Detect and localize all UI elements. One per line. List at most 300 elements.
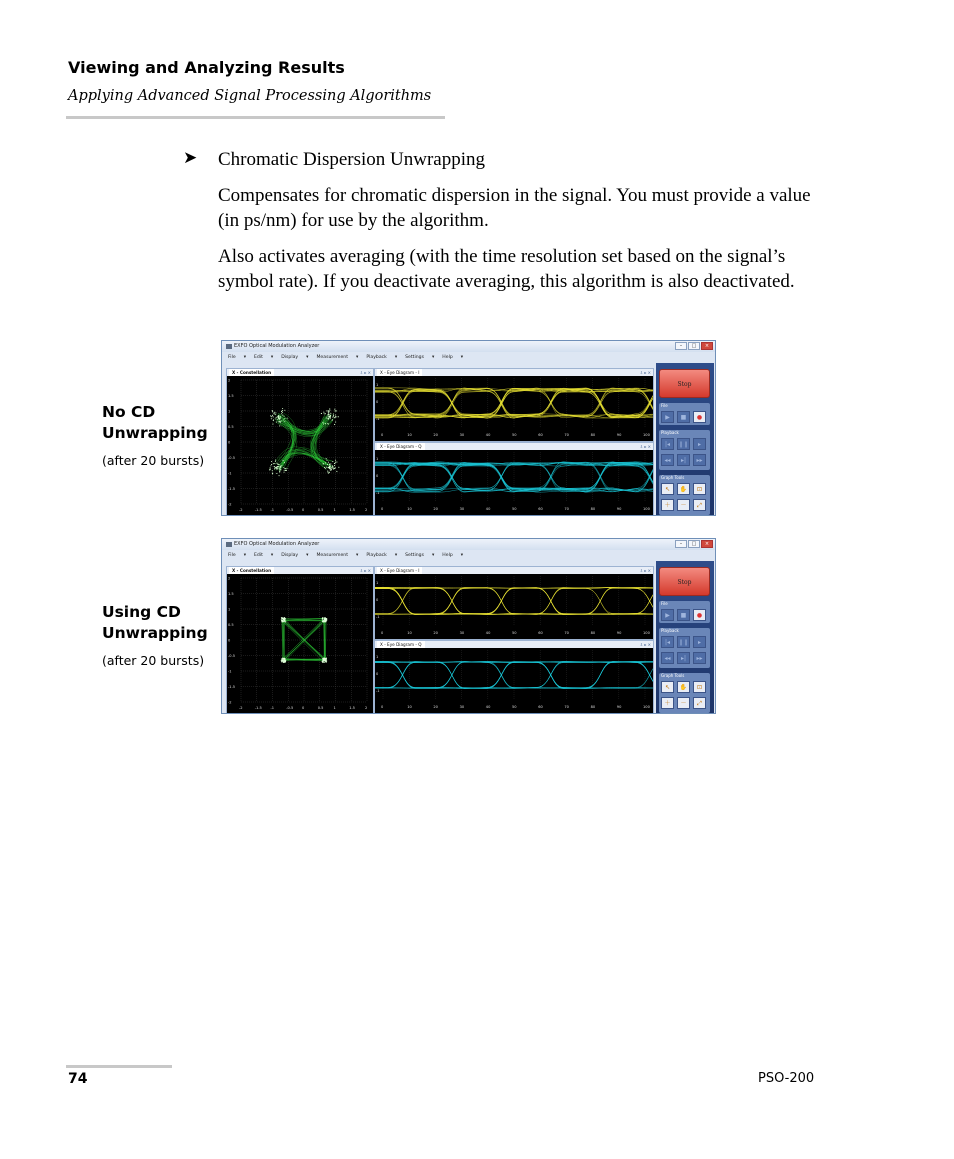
symbol-point xyxy=(326,417,327,418)
symbol-point xyxy=(328,413,329,414)
symbol-point xyxy=(330,468,331,469)
symbol-point xyxy=(272,410,273,411)
symbol-point xyxy=(325,618,326,619)
x-tick-label: 80 xyxy=(590,507,596,511)
eye-diagram-q-plot xyxy=(375,648,653,714)
tab-constellation[interactable]: X - Constellation xyxy=(229,369,274,376)
group-file xyxy=(659,601,710,623)
symbol-point xyxy=(278,466,279,467)
pause-icon[interactable]: ❙❙ xyxy=(677,636,690,648)
eye-trace xyxy=(375,389,653,418)
symbol-point xyxy=(281,411,282,412)
symbol-point xyxy=(328,473,329,474)
screenshot-no-cd-unwrapping xyxy=(221,340,716,516)
symbol-point xyxy=(274,468,275,469)
chevron-down-icon: ▾ xyxy=(431,355,435,360)
figure1-caption-line1: No CD xyxy=(102,403,156,421)
symbol-point xyxy=(270,469,271,470)
zoom-out-icon[interactable]: － xyxy=(677,697,690,709)
constellation-plot xyxy=(227,574,373,713)
figure2-caption-line1: Using CD xyxy=(102,603,181,621)
chevron-down-icon: ▾ xyxy=(394,553,398,558)
symbol-point xyxy=(328,416,329,417)
symbol-point xyxy=(283,621,284,622)
y-tick-label: 0 xyxy=(228,440,231,445)
fit-icon[interactable]: ⤢ xyxy=(693,499,706,511)
x-tick-label: 90 xyxy=(616,433,622,437)
stop-button[interactable]: Stop xyxy=(659,369,710,398)
page-number: 74 xyxy=(68,1071,88,1087)
symbol-point xyxy=(329,410,330,411)
symbol-point xyxy=(332,417,333,418)
symbol-point xyxy=(276,473,277,474)
symbol-point xyxy=(322,658,323,659)
tab-eye-i[interactable]: X - Eye Diagram - I xyxy=(377,567,422,574)
x-tick-label: -1.5 xyxy=(254,508,262,512)
symbol-point xyxy=(329,472,330,473)
symbol-point xyxy=(335,462,336,463)
symbol-point xyxy=(276,467,277,468)
eye-i-panel xyxy=(374,368,654,442)
close-icon[interactable]: × xyxy=(701,342,713,350)
symbol-point xyxy=(274,412,275,413)
symbol-point xyxy=(280,422,281,423)
symbol-point xyxy=(329,417,330,418)
x-tick-label: 100 xyxy=(643,433,650,437)
x-tick-label: 0 xyxy=(381,507,384,511)
x-tick-label: 20 xyxy=(433,507,438,511)
symbol-point xyxy=(328,467,329,468)
symbol-point xyxy=(279,471,280,472)
symbol-point xyxy=(324,413,325,414)
symbol-point xyxy=(335,421,336,422)
chevron-down-icon: ▾ xyxy=(270,355,274,360)
symbol-point xyxy=(338,416,339,417)
panel-controls-icon[interactable]: ⇩ ▸ × xyxy=(639,642,651,647)
open-icon[interactable]: ▶ xyxy=(661,411,674,423)
symbol-point xyxy=(323,660,324,661)
open-icon[interactable]: ▶ xyxy=(661,609,674,621)
symbol-point xyxy=(283,662,284,663)
header-rule xyxy=(66,116,445,119)
symbol-point xyxy=(273,413,274,414)
tab-eye-q[interactable]: X - Eye Diagram - Q xyxy=(377,443,425,450)
fit-icon[interactable]: ⤢ xyxy=(693,697,706,709)
symbol-point xyxy=(328,418,329,419)
x-tick-label: 20 xyxy=(433,433,438,437)
window-title: EXFO Optical Modulation Analyzer xyxy=(234,541,320,547)
play-icon[interactable]: ▸ xyxy=(693,438,706,450)
x-tick-label: 40 xyxy=(485,433,491,437)
panel-controls-icon[interactable]: ⇩ ▸ × xyxy=(639,568,651,573)
bullet-arrow-icon: ➤ xyxy=(183,148,198,168)
pointer-icon[interactable]: ↖ xyxy=(661,483,674,495)
chevron-down-icon: ▾ xyxy=(356,553,359,558)
symbol-point xyxy=(322,422,323,423)
x-tick-label: 10 xyxy=(407,433,412,437)
symbol-point xyxy=(328,410,329,411)
figure2-caption xyxy=(102,602,208,668)
step-icon[interactable]: ▸| xyxy=(677,454,690,466)
symbol-point xyxy=(276,463,277,464)
paragraph-averaging: Also activates averaging (with the time resolution set based on the signal’s symbol rate). If you deactivate averaging, this algorithm is also deactivated. xyxy=(218,246,795,292)
symbol-point xyxy=(277,468,278,469)
y-tick-label: 0 xyxy=(376,474,379,478)
symbol-point xyxy=(279,475,280,476)
eye-trace xyxy=(375,389,653,418)
y-tick-label: 0 xyxy=(376,672,379,676)
panel-controls-icon[interactable]: ⇩ ▸ × xyxy=(639,370,651,375)
stop-button[interactable]: Stop xyxy=(659,567,710,596)
menu-item[interactable]: Help xyxy=(442,355,453,360)
x-tick-label: -0.5 xyxy=(286,508,294,512)
y-tick-label: 1.5 xyxy=(228,394,234,398)
x-tick-label: 10 xyxy=(407,507,412,511)
x-tick-label: 70 xyxy=(564,433,569,437)
x-tick-label: 10 xyxy=(407,631,412,635)
symbol-point xyxy=(322,620,323,621)
play-icon[interactable]: ▸ xyxy=(693,636,706,648)
group-graph-tools-label: Graph Tools xyxy=(661,475,685,480)
x-tick-label: 0.5 xyxy=(317,706,324,710)
chevron-down-icon: ▾ xyxy=(270,553,274,558)
symbol-point xyxy=(286,470,287,471)
x-tick-label: 90 xyxy=(616,631,622,635)
menu-item[interactable]: Playback xyxy=(366,553,387,558)
app-icon xyxy=(226,542,232,547)
save-icon[interactable]: ■ xyxy=(677,609,690,621)
symbol-point xyxy=(332,461,333,462)
symbol-point xyxy=(335,414,336,415)
symbol-point xyxy=(336,461,337,462)
pointer-icon[interactable]: ↖ xyxy=(661,681,674,693)
x-tick-label: -0.5 xyxy=(286,706,294,710)
figure1-caption-line2: Unwrapping xyxy=(102,424,208,442)
menu-item[interactable]: Settings xyxy=(405,355,424,360)
symbol-point xyxy=(325,660,326,661)
zoom-box-icon[interactable]: ⊡ xyxy=(693,483,706,495)
menu-item[interactable]: Playback xyxy=(366,355,387,360)
chevron-down-icon: ▾ xyxy=(460,553,464,558)
eye-diagram-i-plot xyxy=(375,574,653,640)
tab-eye-q[interactable]: X - Eye Diagram - Q xyxy=(377,641,425,648)
zoom-out-icon[interactable]: － xyxy=(677,499,690,511)
symbol-point xyxy=(330,463,331,464)
symbol-point xyxy=(282,412,283,413)
x-tick-label: 80 xyxy=(590,705,596,709)
x-tick-label: 20 xyxy=(433,705,438,709)
symbol-point xyxy=(274,463,275,464)
x-tick-label: 50 xyxy=(512,631,517,635)
eye-q-panel xyxy=(374,640,654,714)
group-graph-tools xyxy=(659,673,710,713)
x-tick-label: 70 xyxy=(564,631,569,635)
y-tick-label: -0.5 xyxy=(228,456,236,460)
x-tick-label: 60 xyxy=(538,705,543,709)
hand-icon[interactable]: ✋ xyxy=(677,681,690,693)
symbol-point xyxy=(270,467,271,468)
symbol-point xyxy=(273,419,274,420)
group-playback xyxy=(659,628,710,668)
hand-icon[interactable]: ✋ xyxy=(677,483,690,495)
symbol-point xyxy=(326,661,327,662)
symbol-point xyxy=(330,467,331,468)
symbol-point xyxy=(278,464,279,465)
group-graph-tools-label: Graph Tools xyxy=(661,673,685,678)
eye-diagram-i-plot xyxy=(375,376,653,442)
rewind-icon[interactable]: ◂◂ xyxy=(661,454,674,466)
symbol-point xyxy=(329,468,330,469)
document-code: PSO-200 xyxy=(758,1071,815,1086)
save-icon[interactable]: ■ xyxy=(677,411,690,423)
x-tick-label: 40 xyxy=(485,705,491,709)
x-tick-label: -1 xyxy=(270,706,275,710)
symbol-point xyxy=(282,659,283,660)
symbol-point xyxy=(284,620,285,621)
y-tick-label: -2 xyxy=(228,700,232,705)
x-tick-label: 60 xyxy=(538,507,543,511)
x-tick-label: 1 xyxy=(333,508,336,512)
symbol-point xyxy=(323,423,324,424)
y-tick-label: 1 xyxy=(376,383,379,387)
minimize-icon[interactable]: – xyxy=(675,342,687,350)
group-graph-tools xyxy=(659,475,710,515)
symbol-point xyxy=(270,465,271,466)
step-icon[interactable]: ▸| xyxy=(677,652,690,664)
symbol-point xyxy=(286,468,287,469)
menu-item[interactable]: Settings xyxy=(405,553,424,558)
close-icon[interactable]: × xyxy=(701,540,713,548)
window-title: EXFO Optical Modulation Analyzer xyxy=(234,343,320,349)
group-playback-label: Playback xyxy=(661,430,679,435)
symbol-point xyxy=(325,621,326,622)
x-tick-label: -1.5 xyxy=(254,706,262,710)
x-tick-label: 40 xyxy=(485,631,491,635)
x-tick-label: 1.5 xyxy=(349,508,355,512)
symbol-point xyxy=(327,470,328,471)
symbol-point xyxy=(332,419,333,420)
symbol-point xyxy=(323,463,324,464)
eye-trace xyxy=(375,463,653,492)
symbol-point xyxy=(281,661,282,662)
chevron-down-icon: ▾ xyxy=(306,355,309,360)
y-tick-label: -0.5 xyxy=(228,654,236,658)
symbol-point xyxy=(329,416,330,417)
y-tick-label: 1 xyxy=(228,607,231,612)
control-sidebar xyxy=(656,363,714,515)
chevron-down-icon: ▾ xyxy=(460,355,464,360)
symbol-point xyxy=(325,659,326,660)
symbol-point xyxy=(273,463,274,464)
x-tick-label: 100 xyxy=(643,705,650,709)
symbol-point xyxy=(324,617,325,618)
figure2-caption-note: (after 20 bursts) xyxy=(102,653,205,668)
window-titlebar[interactable] xyxy=(222,341,715,352)
symbol-point xyxy=(282,618,283,619)
x-tick-label: 70 xyxy=(564,507,569,511)
menu-item[interactable]: Display xyxy=(281,355,299,360)
symbol-point xyxy=(282,408,283,409)
y-tick-label: 1 xyxy=(376,581,379,585)
x-tick-label: 60 xyxy=(538,433,543,437)
symbol-point xyxy=(280,467,281,468)
tab-constellation[interactable]: X - Constellation xyxy=(229,567,274,574)
symbol-point xyxy=(322,662,323,663)
symbol-point xyxy=(336,471,337,472)
window-titlebar[interactable] xyxy=(222,539,715,550)
zoom-box-icon[interactable]: ⊡ xyxy=(693,681,706,693)
y-tick-label: -1 xyxy=(376,689,380,693)
menu-item[interactable]: Edit xyxy=(254,553,263,558)
first-icon[interactable]: |◂ xyxy=(661,438,674,450)
screenshot-using-cd-unwrapping xyxy=(221,538,716,714)
x-tick-label: 70 xyxy=(564,705,569,709)
symbol-point xyxy=(329,408,330,409)
symbol-point xyxy=(324,619,325,620)
x-tick-label: 0.5 xyxy=(317,508,324,512)
menu-item[interactable]: Measurement xyxy=(316,553,349,558)
figure1-caption xyxy=(102,402,208,468)
symbol-point xyxy=(330,413,331,414)
symbol-point xyxy=(279,425,280,426)
forward-icon[interactable]: ▸▸ xyxy=(693,454,706,466)
y-tick-label: -2 xyxy=(228,502,232,507)
symbol-point xyxy=(284,472,285,473)
first-icon[interactable]: |◂ xyxy=(661,636,674,648)
x-tick-label: 0 xyxy=(381,631,384,635)
menu-item[interactable]: File xyxy=(228,553,236,558)
panel-controls-icon[interactable]: ⇩ ▸ × xyxy=(359,370,371,375)
symbol-point xyxy=(338,467,339,468)
menu-item[interactable]: Edit xyxy=(254,355,263,360)
chevron-down-icon: ▾ xyxy=(394,355,398,360)
symbol-point xyxy=(326,467,327,468)
maximize-icon[interactable]: □ xyxy=(688,342,700,350)
symbol-point xyxy=(278,421,279,422)
section-subtitle: Applying Advanced Signal Processing Algorithms xyxy=(68,88,432,104)
eye-trace xyxy=(375,389,653,418)
y-tick-label: 2 xyxy=(228,378,231,383)
record-icon[interactable]: ● xyxy=(693,411,706,423)
symbol-point xyxy=(335,417,336,418)
menu-item[interactable]: File xyxy=(228,355,236,360)
constellation-panel xyxy=(226,368,374,516)
symbol-point xyxy=(275,412,276,413)
forward-icon[interactable]: ▸▸ xyxy=(693,652,706,664)
x-tick-label: 80 xyxy=(590,631,596,635)
minimize-icon[interactable]: – xyxy=(675,540,687,548)
x-tick-label: 100 xyxy=(643,507,650,511)
x-tick-label: 1.5 xyxy=(349,706,355,710)
x-tick-label: 80 xyxy=(590,433,596,437)
symbol-point xyxy=(330,415,331,416)
menu-item[interactable]: Measurement xyxy=(316,355,349,360)
figure1-caption-note: (after 20 bursts) xyxy=(102,453,205,468)
symbol-point xyxy=(279,468,280,469)
symbol-point xyxy=(325,413,326,414)
menu-item[interactable]: Display xyxy=(281,553,299,558)
zoom-in-icon[interactable]: ＋ xyxy=(661,697,674,709)
symbol-point xyxy=(326,658,327,659)
symbol-point xyxy=(274,466,275,467)
y-tick-label: -1 xyxy=(228,669,232,674)
transition-trace xyxy=(276,454,326,470)
x-tick-label: -1 xyxy=(270,508,275,512)
symbol-point xyxy=(272,423,273,424)
pause-icon[interactable]: ❙❙ xyxy=(677,438,690,450)
y-tick-label: 1.5 xyxy=(228,592,234,596)
zoom-in-icon[interactable]: ＋ xyxy=(661,499,674,511)
symbol-point xyxy=(324,662,325,663)
record-icon[interactable]: ● xyxy=(693,609,706,621)
symbol-point xyxy=(332,466,333,467)
symbol-point xyxy=(282,660,283,661)
symbol-point xyxy=(272,470,273,471)
y-tick-label: -1 xyxy=(376,417,380,421)
chevron-down-icon: ▾ xyxy=(243,355,246,360)
constellation-panel xyxy=(226,566,374,714)
tab-eye-i[interactable]: X - Eye Diagram - I xyxy=(377,369,422,376)
panel-controls-icon[interactable]: ⇩ ▸ × xyxy=(359,568,371,573)
symbol-point xyxy=(272,411,273,412)
x-tick-label: 2 xyxy=(365,706,368,710)
x-tick-label: 50 xyxy=(512,433,517,437)
panel-controls-icon[interactable]: ⇩ ▸ × xyxy=(639,444,651,449)
x-tick-label: 30 xyxy=(459,507,465,511)
symbol-point xyxy=(326,460,327,461)
x-tick-label: 60 xyxy=(538,631,543,635)
symbol-point xyxy=(284,410,285,411)
eye-q-panel xyxy=(374,442,654,516)
symbol-point xyxy=(283,467,284,468)
eye-trace xyxy=(375,463,653,491)
symbol-point xyxy=(271,418,272,419)
x-tick-label: 30 xyxy=(459,705,465,709)
symbol-point xyxy=(282,621,283,622)
x-tick-label: 50 xyxy=(512,705,517,709)
symbol-point xyxy=(284,618,285,619)
eye-i-panel xyxy=(374,566,654,640)
y-tick-label: 0 xyxy=(228,638,231,643)
symbol-point xyxy=(335,467,336,468)
menu-item[interactable]: Help xyxy=(442,553,453,558)
symbol-point xyxy=(271,461,272,462)
symbol-point xyxy=(327,423,328,424)
y-tick-label: -1 xyxy=(376,491,380,495)
rewind-icon[interactable]: ◂◂ xyxy=(661,652,674,664)
group-playback-label: Playback xyxy=(661,628,679,633)
symbol-point xyxy=(334,424,335,425)
y-tick-label: 0 xyxy=(376,598,379,602)
symbol-point xyxy=(336,416,337,417)
footer-rule xyxy=(66,1065,172,1068)
symbol-point xyxy=(324,467,325,468)
symbol-point xyxy=(326,620,327,621)
symbol-point xyxy=(334,465,335,466)
symbol-point xyxy=(325,462,326,463)
x-tick-label: 20 xyxy=(433,631,438,635)
x-tick-label: 100 xyxy=(643,631,650,635)
symbol-point xyxy=(275,467,276,468)
x-tick-label: 40 xyxy=(485,507,491,511)
paragraph-description: Compensates for chromatic dispersion in the signal. You must provide a value (in ps/nm) for use by the algorithm. xyxy=(218,185,811,231)
symbol-point xyxy=(328,414,329,415)
symbol-point xyxy=(273,416,274,417)
symbol-point xyxy=(325,468,326,469)
symbol-point xyxy=(284,658,285,659)
y-tick-label: 0 xyxy=(376,400,379,404)
maximize-icon[interactable]: □ xyxy=(688,540,700,548)
